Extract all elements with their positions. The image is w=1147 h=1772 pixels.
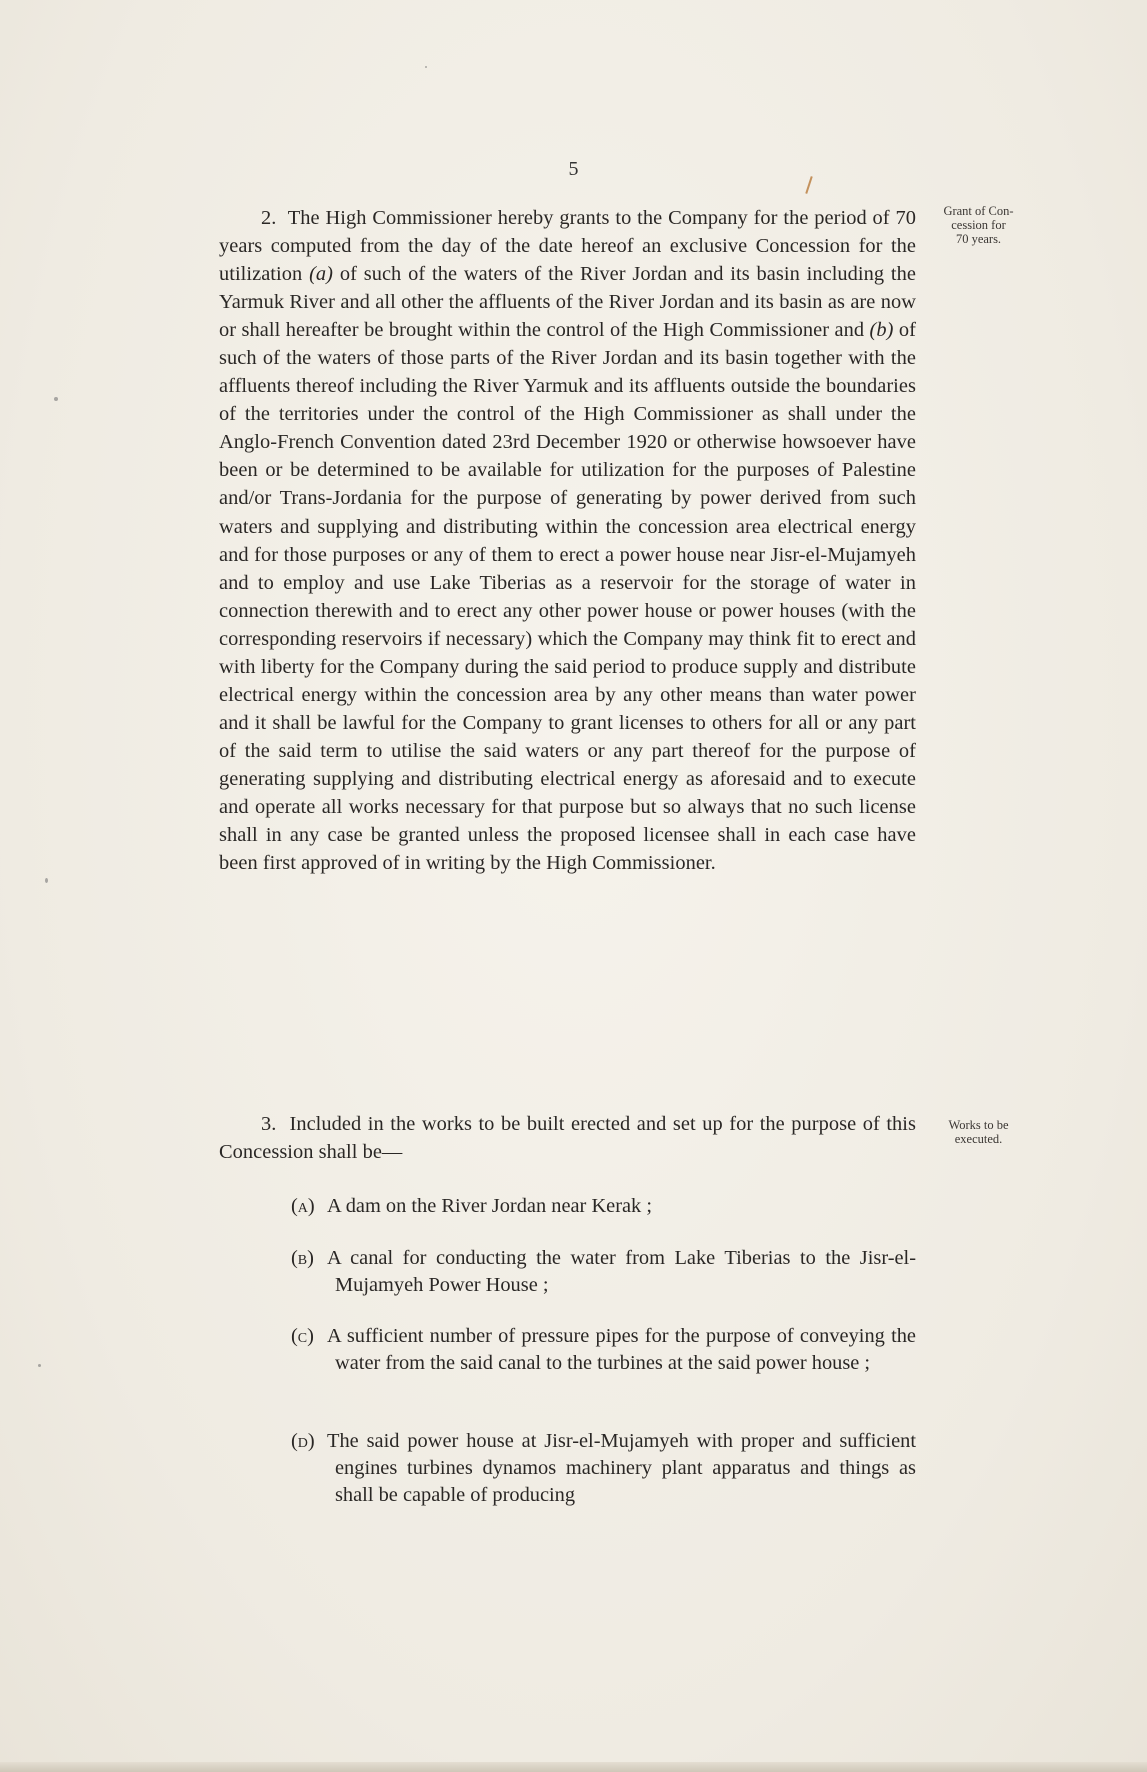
section-2-marginal-note: Grant of Con- cession for 70 years. [943, 204, 1014, 246]
list-item-marker: (b) [291, 1247, 314, 1269]
section-2-text-part-3: of such of the waters of those parts of the River Jordan and its basin together with the affluents thereof including the River Yarmuk and its affluents outside the boundaries of the territories under the control of the High Commissioner as shall under the Anglo-French Convention dated 23rd December 1920 or otherwise howsoever have been or be determined to be available for utilization for the purposes of Palestine and/or Trans-Jordania for the purpose of generating by power derived from such waters and supplying and distributing within the concession area electrical energy and for those purposes or any of them to erect a power house near Jisr-el-Mujamyeh and to employ and use Lake Tiberias as a reservoir for the storage of water in connection therewith and to erect any other power house or power houses (with the corresponding reservoirs if necessary) which the Company may think fit to erect and with liberty for the Company during the said period to produce supply and distribute electrical energy within the concession area by any other means than water power and it shall be lawful for the Company to grant licenses to others for all or any part of the said term to utilise the said waters or any part thereof for the purpose of generating supplying and distributing electrical energy as aforesaid and to execute and operate all works necessary for that purpose but so always that no such license shall in any case be granted unless the proposed licensee shall in each case have been first approved of in writing by the High Commissioner. [219, 319, 917, 875]
section-3-text: Included in the works to be built erected and set up for the purpose of this Concession shall be— [219, 1113, 917, 1164]
section-3-marginal-note: Works to be executed. [948, 1118, 1009, 1146]
list-item-marker: (c) [291, 1325, 314, 1347]
section-2-text-part-1: The High Commissioner hereby grants to the Company for the period of 70 years computed from the day of the date hereof an exclusive Concession for the utilization [219, 207, 916, 286]
scan-speck [45, 878, 48, 883]
list-item [291, 1245, 916, 1299]
list-item [291, 1323, 916, 1377]
scan-speck [38, 1364, 41, 1367]
list-item-text: A dam on the River Jordan near Kerak ; [327, 1195, 653, 1217]
scan-speck [425, 66, 427, 68]
page-bottom-edge [0, 1762, 1147, 1772]
list-item-text: A canal for conducting the water from Lake Tiberias to the Jisr-el-Mujamyeh Power House ; [327, 1247, 916, 1296]
list-item-text: The said power house at Jisr-el-Mujamyeh with proper and sufficient engines turbines dynamos machinery plant apparatus and things as shall be capable of producing [327, 1430, 916, 1506]
section-3-paragraph [219, 1110, 916, 1166]
section-3-number: 3. [261, 1113, 277, 1135]
section-2-text-part-2: of such of the waters of the River Jordan and its basin including the Yarmuk River and all other the affluents of the River Jordan and its basin as are now or shall hereafter be brought within the control of the High Commissioner and [219, 263, 916, 342]
list-item-marker: (d) [291, 1430, 315, 1452]
page-number: 5 [568, 158, 579, 180]
scan-speck [54, 397, 58, 401]
list-item-marker: (a) [291, 1195, 315, 1217]
section-2-mark-b: (b) [869, 319, 894, 342]
list-item-text: A sufficient number of pressure pipes for the purpose of conveying the water from the said canal to the turbines at the said power house ; [327, 1325, 916, 1374]
section-2-number: 2. [261, 207, 277, 229]
list-item [291, 1428, 916, 1509]
list-item [291, 1193, 916, 1220]
section-2-paragraph [219, 204, 916, 877]
section-2-mark-a: (a) [309, 263, 333, 286]
